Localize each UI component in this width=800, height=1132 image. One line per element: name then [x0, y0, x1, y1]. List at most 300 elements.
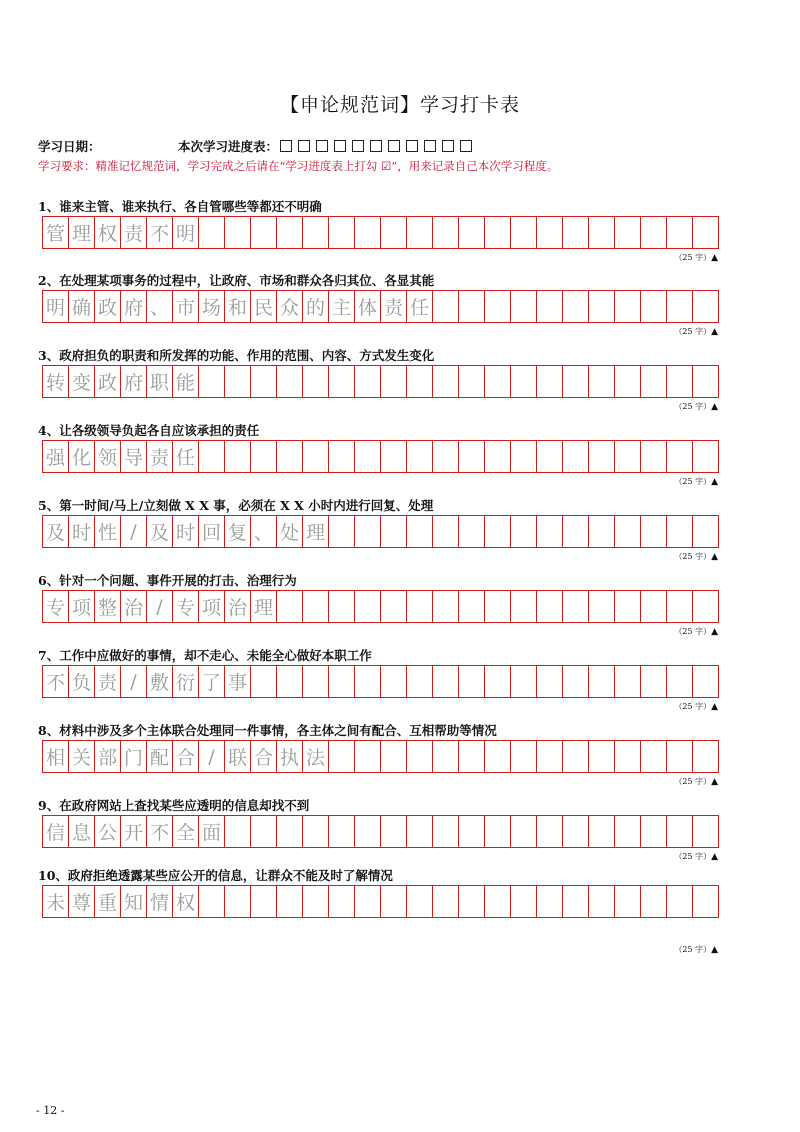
triangle-up-icon: ▲ — [711, 702, 718, 712]
grid-cell[interactable]: 敷 — [147, 666, 173, 697]
grid-cell[interactable]: 面 — [199, 816, 225, 847]
grid-cell[interactable] — [641, 886, 667, 917]
grid-cell[interactable] — [303, 886, 329, 917]
grid-cell[interactable] — [355, 366, 381, 397]
grid-cell[interactable] — [355, 741, 381, 772]
grid-cell[interactable] — [407, 886, 433, 917]
grid-cell[interactable] — [615, 741, 641, 772]
grid-cell[interactable] — [303, 366, 329, 397]
grid-cell[interactable]: 复 — [225, 516, 251, 547]
grid-cell[interactable]: 理 — [69, 217, 95, 248]
grid-cell[interactable] — [459, 666, 485, 697]
grid-cell[interactable] — [693, 441, 719, 472]
grid-cell[interactable]: 知 — [121, 886, 147, 917]
grid-cell[interactable] — [511, 516, 537, 547]
grid-cell[interactable] — [615, 886, 641, 917]
grid-cell[interactable] — [537, 516, 563, 547]
grid-cell[interactable] — [615, 516, 641, 547]
grid-cell[interactable]: 任 — [173, 441, 199, 472]
grid-cell[interactable]: 项 — [69, 591, 95, 622]
word-count-label — [38, 626, 718, 637]
grid-cell[interactable] — [433, 291, 459, 322]
grid-cell[interactable] — [511, 217, 537, 248]
exercise-item — [38, 798, 728, 862]
grid-cell[interactable]: 情 — [147, 886, 173, 917]
grid-cell[interactable] — [615, 666, 641, 697]
grid-cell[interactable] — [641, 666, 667, 697]
grid-cell[interactable] — [381, 217, 407, 248]
grid-cell[interactable]: 不 — [43, 666, 69, 697]
grid-cell[interactable] — [615, 291, 641, 322]
grid-cell[interactable] — [693, 816, 719, 847]
grid-cell[interactable] — [667, 666, 693, 697]
grid-cell[interactable] — [485, 516, 511, 547]
grid-cell[interactable] — [667, 816, 693, 847]
grid-cell[interactable] — [511, 441, 537, 472]
grid-cell[interactable]: 理 — [303, 516, 329, 547]
grid-cell[interactable] — [329, 741, 355, 772]
grid-cell[interactable]: 治 — [225, 591, 251, 622]
grid-cell[interactable]: 整 — [95, 591, 121, 622]
grid-cell[interactable]: 门 — [121, 741, 147, 772]
grid-cell[interactable] — [589, 291, 615, 322]
progress-checkbox[interactable] — [406, 140, 418, 152]
grid-cell[interactable] — [355, 886, 381, 917]
grid-cell[interactable] — [693, 741, 719, 772]
grid-cell[interactable] — [277, 591, 303, 622]
grid-cell[interactable]: 民 — [251, 291, 277, 322]
grid-cell[interactable] — [485, 441, 511, 472]
grid-cell[interactable] — [303, 217, 329, 248]
grid-cell[interactable]: 政 — [95, 366, 121, 397]
grid-cell[interactable] — [563, 591, 589, 622]
grid-cell[interactable] — [511, 366, 537, 397]
grid-cell[interactable]: 尊 — [69, 886, 95, 917]
grid-cell[interactable] — [667, 217, 693, 248]
grid-cell[interactable]: 明 — [173, 217, 199, 248]
grid-cell[interactable]: 责 — [381, 291, 407, 322]
grid-cell[interactable] — [667, 591, 693, 622]
grid-cell[interactable] — [277, 816, 303, 847]
grid-cell[interactable]: 不 — [147, 217, 173, 248]
grid-cell[interactable] — [563, 666, 589, 697]
grid-cell[interactable] — [407, 441, 433, 472]
grid-cell[interactable] — [511, 291, 537, 322]
grid-cell[interactable] — [589, 366, 615, 397]
grid-cell[interactable]: 明 — [43, 291, 69, 322]
grid-cell[interactable] — [433, 366, 459, 397]
grid-cell[interactable] — [667, 291, 693, 322]
triangle-up-icon: ▲ — [711, 402, 718, 412]
grid-cell[interactable] — [537, 886, 563, 917]
grid-cell[interactable]: 专 — [43, 591, 69, 622]
grid-cell[interactable] — [589, 217, 615, 248]
grid-cell[interactable]: 的 — [303, 291, 329, 322]
grid-cell[interactable] — [563, 291, 589, 322]
grid-cell[interactable] — [381, 591, 407, 622]
grid-cell[interactable] — [303, 816, 329, 847]
progress-checkbox[interactable] — [442, 140, 454, 152]
grid-cell[interactable] — [459, 516, 485, 547]
grid-cell[interactable]: 合 — [251, 741, 277, 772]
word-count-text: （25 字） — [674, 777, 712, 786]
progress-label: 本次学习进度表： — [178, 139, 279, 154]
grid-cell[interactable]: 变 — [69, 366, 95, 397]
triangle-up-icon: ▲ — [711, 945, 718, 955]
grid-cell[interactable] — [615, 441, 641, 472]
grid-cell[interactable] — [563, 886, 589, 917]
grid-cell[interactable]: / — [121, 666, 147, 697]
triangle-up-icon: ▲ — [711, 627, 718, 637]
grid-cell[interactable] — [693, 366, 719, 397]
grid-cell[interactable] — [381, 516, 407, 547]
grid-cell[interactable]: 回 — [199, 516, 225, 547]
exercise-prompt: 5、第一时间/马上/立刻做 X X 事，必须在 X X 小时内进行回复、处理 — [38, 498, 434, 513]
grid-cell[interactable] — [277, 886, 303, 917]
grid-cell[interactable] — [589, 886, 615, 917]
progress-checkbox[interactable] — [316, 140, 328, 152]
grid-cell[interactable] — [537, 366, 563, 397]
grid-cell[interactable] — [537, 291, 563, 322]
grid-cell[interactable]: 导 — [121, 441, 147, 472]
grid-cell[interactable]: 能 — [173, 366, 199, 397]
page-number: - 12 - — [36, 1104, 65, 1117]
grid-cell[interactable]: 权 — [173, 886, 199, 917]
grid-cell[interactable] — [563, 816, 589, 847]
grid-cell[interactable]: 理 — [251, 591, 277, 622]
grid-cell[interactable] — [329, 886, 355, 917]
grid-cell[interactable] — [459, 741, 485, 772]
grid-cell[interactable]: 未 — [43, 886, 69, 917]
progress-checkbox[interactable] — [298, 140, 310, 152]
triangle-up-icon: ▲ — [711, 477, 718, 487]
grid-cell[interactable]: 法 — [303, 741, 329, 772]
grid-cell[interactable] — [355, 591, 381, 622]
grid-cell[interactable] — [667, 516, 693, 547]
grid-cell[interactable]: 职 — [147, 366, 173, 397]
word-count-text: （25 字） — [674, 327, 712, 336]
grid-cell[interactable] — [459, 366, 485, 397]
grid-cell[interactable] — [693, 516, 719, 547]
grid-cell[interactable] — [199, 886, 225, 917]
grid-cell[interactable]: 时 — [173, 516, 199, 547]
grid-cell[interactable] — [459, 886, 485, 917]
grid-cell[interactable] — [589, 741, 615, 772]
grid-cell[interactable]: 及 — [43, 516, 69, 547]
grid-cell[interactable]: 场 — [199, 291, 225, 322]
grid-cell[interactable] — [615, 591, 641, 622]
word-count-label — [38, 851, 718, 862]
grid-cell[interactable] — [459, 816, 485, 847]
grid-cell[interactable] — [563, 441, 589, 472]
grid-cell[interactable] — [225, 886, 251, 917]
word-count-text: （25 字） — [674, 702, 712, 711]
grid-cell[interactable] — [537, 591, 563, 622]
grid-cell[interactable] — [303, 441, 329, 472]
grid-cell[interactable]: 众 — [277, 291, 303, 322]
progress-checkbox[interactable] — [370, 140, 382, 152]
grid-cell[interactable] — [433, 816, 459, 847]
grid-cell[interactable]: 责 — [95, 666, 121, 697]
grid-cell[interactable]: 信 — [43, 816, 69, 847]
grid-cell[interactable]: 府 — [121, 366, 147, 397]
grid-cell[interactable] — [511, 741, 537, 772]
grid-cell[interactable] — [563, 741, 589, 772]
grid-cell[interactable] — [459, 591, 485, 622]
grid-cell[interactable] — [407, 666, 433, 697]
grid-cell[interactable]: 管 — [43, 217, 69, 248]
grid-cell[interactable] — [225, 366, 251, 397]
grid-cell[interactable] — [459, 291, 485, 322]
grid-cell[interactable] — [303, 591, 329, 622]
exercise-item — [38, 423, 728, 487]
grid-cell[interactable]: 强 — [43, 441, 69, 472]
grid-cell[interactable] — [693, 886, 719, 917]
grid-cell[interactable] — [667, 886, 693, 917]
grid-cell[interactable] — [225, 441, 251, 472]
grid-cell[interactable] — [433, 886, 459, 917]
grid-cell[interactable] — [303, 666, 329, 697]
grid-cell[interactable] — [251, 441, 277, 472]
grid-cell[interactable]: 性 — [95, 516, 121, 547]
grid-cell[interactable] — [511, 591, 537, 622]
progress-checkbox[interactable] — [280, 140, 292, 152]
grid-cell[interactable] — [485, 217, 511, 248]
grid-cell[interactable] — [355, 516, 381, 547]
grid-cell[interactable] — [693, 666, 719, 697]
grid-cell[interactable] — [641, 291, 667, 322]
progress-checkbox[interactable] — [388, 140, 400, 152]
grid-cell[interactable]: 时 — [69, 516, 95, 547]
grid-cell[interactable]: 确 — [69, 291, 95, 322]
exercise-prompt: 4、让各级领导负起各自应该承担的责任 — [38, 423, 260, 438]
grid-cell[interactable] — [641, 217, 667, 248]
grid-cell[interactable]: 及 — [147, 516, 173, 547]
grid-cell[interactable]: 公 — [95, 816, 121, 847]
grid-cell[interactable] — [225, 217, 251, 248]
writing-grid — [42, 290, 719, 323]
grid-cell[interactable]: 、 — [147, 291, 173, 322]
grid-cell[interactable] — [277, 366, 303, 397]
grid-cell[interactable]: 专 — [173, 591, 199, 622]
grid-cell[interactable] — [251, 217, 277, 248]
grid-cell[interactable]: 配 — [147, 741, 173, 772]
grid-cell[interactable]: 体 — [355, 291, 381, 322]
grid-cell[interactable] — [433, 591, 459, 622]
grid-cell[interactable] — [641, 516, 667, 547]
grid-cell[interactable] — [355, 816, 381, 847]
grid-cell[interactable]: / — [121, 516, 147, 547]
grid-cell[interactable] — [589, 516, 615, 547]
word-count-text: （25 字） — [674, 477, 712, 486]
grid-cell[interactable] — [485, 591, 511, 622]
grid-cell[interactable]: 责 — [147, 441, 173, 472]
grid-cell[interactable]: 项 — [199, 591, 225, 622]
grid-cell[interactable] — [199, 441, 225, 472]
progress-checkbox[interactable] — [334, 140, 346, 152]
grid-cell[interactable] — [433, 516, 459, 547]
grid-cell[interactable]: 部 — [95, 741, 121, 772]
grid-cell[interactable] — [589, 591, 615, 622]
grid-cell[interactable] — [381, 741, 407, 772]
grid-cell[interactable] — [537, 217, 563, 248]
grid-cell[interactable] — [381, 366, 407, 397]
grid-cell[interactable] — [199, 217, 225, 248]
word-count-label — [38, 401, 718, 412]
grid-cell[interactable]: 政 — [95, 291, 121, 322]
grid-cell[interactable] — [459, 441, 485, 472]
grid-cell[interactable] — [381, 816, 407, 847]
grid-cell[interactable] — [641, 366, 667, 397]
grid-cell[interactable] — [433, 741, 459, 772]
grid-cell[interactable] — [225, 816, 251, 847]
grid-cell[interactable] — [537, 441, 563, 472]
grid-cell[interactable] — [641, 441, 667, 472]
grid-cell[interactable] — [433, 441, 459, 472]
grid-cell[interactable] — [329, 516, 355, 547]
grid-cell[interactable]: 关 — [69, 741, 95, 772]
grid-cell[interactable] — [511, 886, 537, 917]
grid-cell[interactable] — [485, 816, 511, 847]
grid-cell[interactable] — [407, 516, 433, 547]
grid-cell[interactable] — [537, 816, 563, 847]
grid-cell[interactable]: 开 — [121, 816, 147, 847]
grid-cell[interactable]: 主 — [329, 291, 355, 322]
triangle-up-icon: ▲ — [711, 552, 718, 562]
grid-cell[interactable] — [589, 816, 615, 847]
grid-cell[interactable] — [693, 217, 719, 248]
grid-cell[interactable] — [433, 666, 459, 697]
grid-cell[interactable] — [511, 666, 537, 697]
grid-cell[interactable]: 府 — [121, 291, 147, 322]
grid-cell[interactable] — [511, 816, 537, 847]
grid-cell[interactable] — [407, 366, 433, 397]
grid-cell[interactable] — [329, 816, 355, 847]
grid-cell[interactable]: 了 — [199, 666, 225, 697]
grid-cell[interactable] — [381, 666, 407, 697]
grid-cell[interactable]: 息 — [69, 816, 95, 847]
grid-cell[interactable] — [329, 366, 355, 397]
grid-cell[interactable] — [563, 516, 589, 547]
grid-cell[interactable]: 处 — [277, 516, 303, 547]
grid-cell[interactable] — [667, 741, 693, 772]
exercise-item — [38, 648, 728, 712]
grid-cell[interactable] — [407, 741, 433, 772]
exercise-prompt: 2、在处理某项事务的过程中，让政府、市场和群众各归其位、各显其能 — [38, 273, 435, 288]
grid-cell[interactable] — [329, 666, 355, 697]
grid-cell[interactable] — [251, 816, 277, 847]
grid-cell[interactable] — [537, 666, 563, 697]
grid-cell[interactable] — [381, 886, 407, 917]
grid-cell[interactable]: 不 — [147, 816, 173, 847]
grid-cell[interactable] — [485, 741, 511, 772]
grid-cell[interactable]: 事 — [225, 666, 251, 697]
grid-cell[interactable]: 化 — [69, 441, 95, 472]
grid-cell[interactable] — [251, 366, 277, 397]
grid-cell[interactable] — [563, 217, 589, 248]
grid-cell[interactable] — [667, 366, 693, 397]
exercise-prompt: 8、材料中涉及多个主体联合处理同一件事情，各主体之间有配合、互相帮助等情况 — [38, 723, 497, 738]
grid-cell[interactable] — [693, 291, 719, 322]
grid-cell[interactable] — [667, 441, 693, 472]
grid-cell[interactable] — [459, 217, 485, 248]
grid-cell[interactable] — [615, 366, 641, 397]
grid-cell[interactable] — [485, 366, 511, 397]
grid-cell[interactable] — [641, 741, 667, 772]
grid-cell[interactable] — [589, 666, 615, 697]
grid-cell[interactable]: 权 — [95, 217, 121, 248]
grid-cell[interactable]: 责 — [121, 217, 147, 248]
progress-checkbox[interactable] — [352, 140, 364, 152]
progress-checkbox[interactable] — [424, 140, 436, 152]
grid-cell[interactable]: 相 — [43, 741, 69, 772]
grid-cell[interactable]: 市 — [173, 291, 199, 322]
grid-cell[interactable]: 执 — [277, 741, 303, 772]
grid-cell[interactable]: / — [147, 591, 173, 622]
grid-cell[interactable] — [485, 666, 511, 697]
grid-cell[interactable] — [407, 591, 433, 622]
grid-cell[interactable] — [407, 816, 433, 847]
grid-cell[interactable] — [277, 666, 303, 697]
grid-cell[interactable]: 转 — [43, 366, 69, 397]
grid-cell[interactable]: 和 — [225, 291, 251, 322]
grid-cell[interactable] — [199, 366, 225, 397]
writing-grid — [42, 740, 719, 773]
grid-cell[interactable] — [563, 366, 589, 397]
grid-cell[interactable] — [589, 441, 615, 472]
grid-cell[interactable] — [407, 217, 433, 248]
grid-cell[interactable] — [381, 441, 407, 472]
grid-cell[interactable] — [329, 441, 355, 472]
word-count-label — [38, 252, 718, 263]
grid-cell[interactable] — [329, 591, 355, 622]
grid-cell[interactable] — [433, 217, 459, 248]
grid-cell[interactable] — [355, 217, 381, 248]
grid-cell[interactable] — [641, 591, 667, 622]
grid-cell[interactable]: 、 — [251, 516, 277, 547]
grid-cell[interactable]: 合 — [173, 741, 199, 772]
grid-cell[interactable]: 联 — [225, 741, 251, 772]
grid-cell[interactable] — [641, 816, 667, 847]
grid-cell[interactable]: 领 — [95, 441, 121, 472]
grid-cell[interactable]: 治 — [121, 591, 147, 622]
word-count-text: （25 字） — [674, 552, 712, 561]
grid-cell[interactable] — [485, 291, 511, 322]
study-date-label: 学习日期： — [38, 139, 101, 154]
grid-cell[interactable] — [615, 816, 641, 847]
grid-cell[interactable]: 全 — [173, 816, 199, 847]
grid-cell[interactable] — [485, 886, 511, 917]
grid-cell[interactable] — [277, 441, 303, 472]
grid-cell[interactable] — [355, 441, 381, 472]
grid-cell[interactable]: 重 — [95, 886, 121, 917]
progress-checkbox[interactable] — [460, 140, 472, 152]
grid-cell[interactable] — [329, 217, 355, 248]
grid-cell[interactable] — [277, 217, 303, 248]
triangle-up-icon: ▲ — [711, 852, 718, 862]
grid-cell[interactable] — [693, 591, 719, 622]
grid-cell[interactable] — [251, 886, 277, 917]
grid-cell[interactable]: 衍 — [173, 666, 199, 697]
grid-cell[interactable]: 负 — [69, 666, 95, 697]
grid-cell[interactable]: 任 — [407, 291, 433, 322]
writing-grid — [42, 440, 719, 473]
grid-cell[interactable]: / — [199, 741, 225, 772]
grid-cell[interactable] — [537, 741, 563, 772]
grid-cell[interactable] — [355, 666, 381, 697]
grid-cell[interactable] — [251, 666, 277, 697]
grid-cell[interactable] — [615, 217, 641, 248]
